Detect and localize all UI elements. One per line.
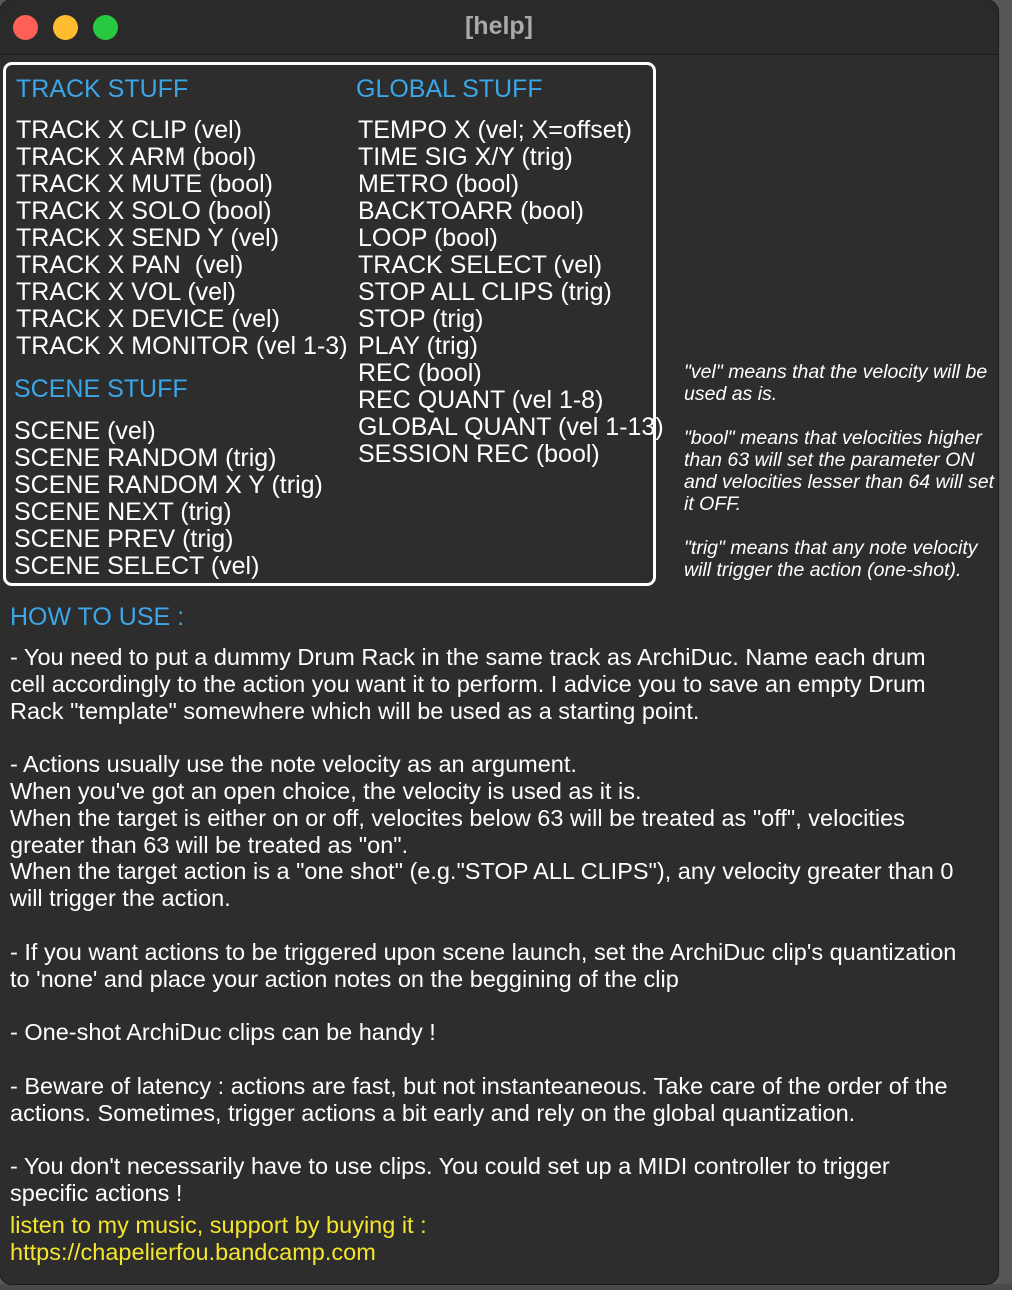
scene-command-item: SCENE RANDOM (trig) [14,444,277,472]
footer-support-text: listen to my music, support by buying it : [10,1212,427,1238]
how-to-paragraph [10,644,995,724]
track-stuff-list [16,117,348,360]
how-to-line: Rack "template" somewhere which will be used as a starting point. [10,697,700,724]
note-paragraph [684,427,998,515]
note-paragraph [684,361,998,405]
note-line: "vel" means that the velocity will be [684,361,988,383]
how-to-line: actions. Sometimes, trigger actions a bit early and rely on the global quantization. [10,1099,856,1126]
how-to-line: - Beware of latency : actions are fast, but not instanteaneous. Take care of the order of the [10,1072,948,1099]
how-to-line: When the target is either on or off, velocites below 63 will be treated as "off", velocities [10,804,905,831]
scene-command-item: SCENE (vel) [14,417,156,445]
track-command-item: TRACK X VOL (vel) [16,278,236,306]
track-command-item: TRACK X CLIP (vel) [16,116,242,144]
how-to-line: When the target action is a "one shot" (e.g."STOP ALL CLIPS"), any velocity greater than 0 [10,858,954,885]
bandcamp-link[interactable]: https://chapelierfou.bandcamp.com [10,1239,376,1265]
global-command-item: REC (bool) [358,359,482,387]
value-type-notes [684,361,998,603]
global-command-item: TIME SIG X/Y (trig) [358,143,573,171]
footer [10,1212,427,1266]
global-command-item: PLAY (trig) [358,332,478,360]
how-to-paragraph [10,751,995,912]
global-command-item: REC QUANT (vel 1-8) [358,386,604,414]
scene-stuff-heading: SCENE STUFF [14,375,188,403]
global-command-item: STOP (trig) [358,305,484,333]
global-command-item: TEMPO X (vel; X=offset) [358,116,632,144]
note-paragraph [684,537,998,581]
how-to-line: - If you want actions to be triggered upon scene launch, set the ArchiDuc clip's quantization [10,938,957,965]
scene-stuff-list [14,418,323,580]
global-command-item: GLOBAL QUANT (vel 1-13) [358,413,664,441]
note-line: than 63 will set the parameter ON [684,449,975,471]
note-line: "bool" means that velocities higher [684,427,982,449]
global-command-item: SESSION REC (bool) [358,440,600,468]
track-command-item: TRACK X ARM (bool) [16,143,257,171]
how-to-line: to 'none' and place your action notes on the beggining of the clip [10,965,679,992]
global-command-item: LOOP (bool) [358,224,498,252]
background-edge [998,0,1012,1290]
note-line: "trig" means that any note velocity [684,537,978,559]
how-to-paragraph [10,1153,995,1207]
scene-command-item: SCENE SELECT (vel) [14,552,260,580]
track-command-item: TRACK X DEVICE (vel) [16,305,280,333]
window-title: [help] [464,12,534,40]
how-to-line: will trigger the action. [10,885,231,912]
global-stuff-heading: GLOBAL STUFF [356,75,543,103]
note-line: used as is. [684,383,778,405]
scene-command-item: SCENE PREV (trig) [14,525,234,553]
global-command-item: STOP ALL CLIPS (trig) [358,278,612,306]
scene-command-item: SCENE NEXT (trig) [14,498,232,526]
scene-command-item: SCENE RANDOM X Y (trig) [14,471,323,499]
how-to-paragraph [10,1073,995,1127]
how-to-paragraph [10,939,995,993]
global-command-item: TRACK SELECT (vel) [358,251,603,279]
how-to-line: - One-shot ArchiDuc clips can be handy ! [10,1019,436,1046]
how-to-line: cell accordingly to the action you want it to perform. I advice you to save an empty Drum [10,670,926,697]
track-stuff-heading: TRACK STUFF [16,75,189,103]
title-bar[interactable] [0,0,998,55]
how-to-line: - Actions usually use the note velocity as an argument. [10,751,577,778]
track-command-item: TRACK X PAN (vel) [16,251,244,279]
note-line: and velocities lesser than 64 will set [684,471,994,493]
global-stuff-list [358,117,664,468]
track-command-item: TRACK X SOLO (bool) [16,197,272,225]
note-line: it OFF. [684,493,742,515]
how-to-line: specific actions ! [10,1179,183,1206]
how-to-use-text [10,644,995,1234]
how-to-paragraph [10,1019,995,1046]
how-to-line: greater than 63 will be treated as "on". [10,831,409,858]
track-command-item: TRACK X SEND Y (vel) [16,224,280,252]
track-command-item: TRACK X MONITOR (vel 1-3) [16,332,348,360]
global-command-item: METRO (bool) [358,170,520,198]
how-to-line: - You need to put a dummy Drum Rack in the same track as ArchiDuc. Name each drum [10,644,926,670]
how-to-line: - You don't necessarily have to use clips. You could set up a MIDI controller to trigger [10,1153,890,1180]
how-to-use-heading: HOW TO USE : [10,603,185,631]
global-command-item: BACKTOARR (bool) [358,197,584,225]
help-content [0,55,998,1284]
track-command-item: TRACK X MUTE (bool) [16,170,273,198]
note-line: will trigger the action (one-shot). [684,559,962,581]
background-strip [0,1284,1012,1290]
how-to-line: When you've got an open choice, the velocity is used as it is. [10,777,642,804]
